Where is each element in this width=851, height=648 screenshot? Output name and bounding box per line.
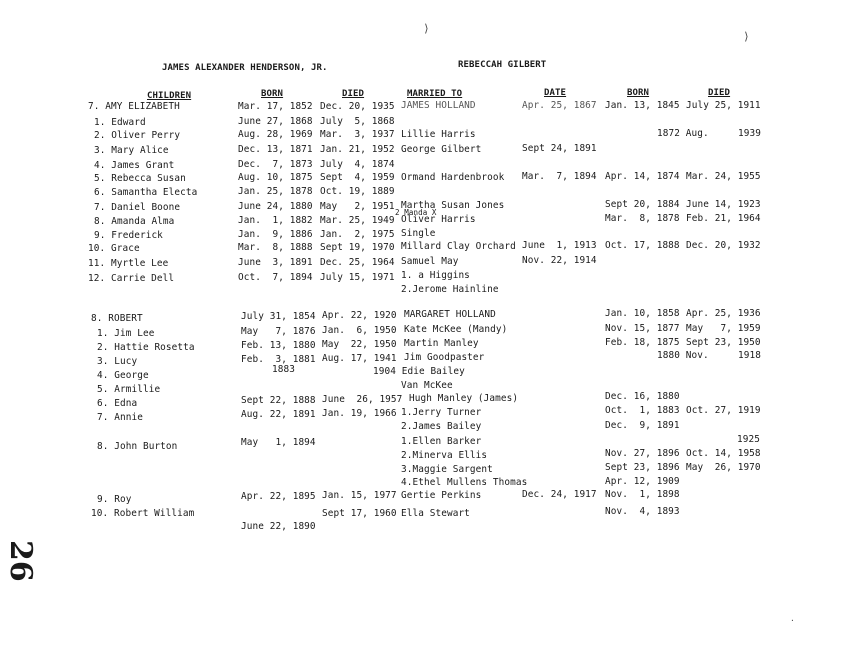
marriage-date: June 1, 1913 <box>522 240 597 251</box>
died-date: Jan. 15, 1977 <box>322 490 397 501</box>
born-date: Aug. 28, 1969 <box>238 129 313 140</box>
child-name: 6. Edna <box>97 398 138 409</box>
married-to: George Gilbert <box>401 144 482 155</box>
born-date: Jan. 25, 1878 <box>238 186 313 197</box>
child-name: 2. Oliver Perry <box>94 130 181 141</box>
handwritten-note: 2 Manda X <box>395 208 437 217</box>
married-to: Hugh Manley (James) <box>409 393 519 404</box>
col-married-to: MARRIED TO <box>407 89 463 99</box>
child-name: 2. Hattie Rosetta <box>97 342 195 353</box>
died-date: Dec. 25, 1964 <box>320 257 395 268</box>
spouse-died: Oct. 14, 1958 <box>686 448 761 459</box>
child-name: 4. James Grant <box>94 160 175 171</box>
born-date: Dec. 7, 1873 <box>238 159 313 170</box>
child-name: 10. Robert William <box>91 508 195 519</box>
child-name: 7. Annie <box>97 412 143 423</box>
child-name: 8. John Burton <box>97 441 178 452</box>
born-date: Mar. 17, 1852 <box>238 101 313 112</box>
married-to: MARGARET HOLLAND <box>404 309 496 320</box>
died-date: July 4, 1874 <box>320 159 395 170</box>
married-to: Single <box>401 228 436 239</box>
died-date: June 26, 1957 <box>322 394 403 405</box>
married-to: Martin Manley <box>404 338 479 349</box>
married-to: Jim Goodpaster <box>404 352 485 363</box>
born-date: Aug. 10, 1875 <box>238 172 313 183</box>
col-born: BORN <box>261 89 284 99</box>
child-name: 8. ROBERT <box>91 313 143 324</box>
died-date: July 15, 1971 <box>320 272 395 283</box>
marriage-date: Dec. 24, 1917 <box>522 489 597 500</box>
married-to: 2.Minerva Ellis <box>401 450 488 461</box>
child-name: 3. Mary Alice <box>94 145 169 156</box>
spouse-born: Dec. 16, 1880 <box>605 391 680 402</box>
married-to: 1.Jerry Turner <box>401 407 482 418</box>
spouse-born: Jan. 10, 1858 <box>605 308 680 319</box>
child-name: 7. Daniel Boone <box>94 202 181 213</box>
spouse-died: 1925 <box>737 434 760 445</box>
child-name: 6. Samantha Electa <box>94 187 198 198</box>
stray-mark: ⟩ <box>743 30 750 43</box>
died-date: Mar. 3, 1937 <box>320 129 395 140</box>
married-to: 2.Jerome Hainline <box>401 284 499 295</box>
col-children: CHILDREN <box>147 91 192 101</box>
died-date: May 22, 1950 <box>322 339 397 350</box>
born-date: July 31, 1854 <box>241 311 316 322</box>
child-name: 5. Rebecca Susan <box>94 173 186 184</box>
born-date: June 3, 1891 <box>238 257 313 268</box>
spouse-died: Feb. 21, 1964 <box>686 213 761 224</box>
col-spouse-born: BORN <box>627 88 650 98</box>
died-date: May 2, 1951 <box>320 201 395 212</box>
married-to: Ella Stewart <box>401 508 470 519</box>
spouse-born: Dec. 9, 1891 <box>605 420 680 431</box>
died-date: Oct. 19, 1889 <box>320 186 395 197</box>
married-to: Gertie Perkins <box>401 490 482 501</box>
spouse-died: Apr. 25, 1936 <box>686 308 761 319</box>
spouse-died: Dec. 20, 1932 <box>686 240 761 251</box>
died-date: Jan. 21, 1952 <box>320 144 395 155</box>
spouse-born: Jan. 13, 1845 <box>605 100 680 111</box>
married-to: 1904 Edie Bailey <box>373 366 465 377</box>
married-to: Ormand Hardenbrook <box>401 172 505 183</box>
marriage-date: Mar. 7, 1894 <box>522 171 597 182</box>
born-date: Jan. 9, 1886 <box>238 229 313 240</box>
died-date: Sept 19, 1970 <box>320 242 395 253</box>
spouse-born: Nov. 1, 1898 <box>605 489 680 500</box>
spouse-born: Sept 23, 1896 <box>605 462 680 473</box>
married-to: Kate McKee (Mandy) <box>404 324 508 335</box>
child-name: 9. Frederick <box>94 230 163 241</box>
spouse-born: 1872 Aug. <box>657 128 709 139</box>
spouse-born: Oct. 17, 1888 <box>605 240 680 251</box>
born-date: May 1, 1894 <box>241 437 316 448</box>
born-date: 1883 <box>272 364 295 375</box>
spouse-died: 1939 <box>738 128 761 139</box>
child-name: 4. George <box>97 370 149 381</box>
died-date: Dec. 20, 1935 <box>320 101 395 112</box>
died-date: Jan. 6, 1950 <box>322 325 397 336</box>
died-date: Jan. 2, 1975 <box>320 229 395 240</box>
marriage-date: Apr. 25, 1867 <box>522 100 597 111</box>
born-date: Apr. 22, 1895 <box>241 491 316 502</box>
spouse-died: 1918 <box>738 350 761 361</box>
married-to: Van McKee <box>401 380 453 391</box>
spouse-died: June 14, 1923 <box>686 199 761 210</box>
married-to: Samuel May <box>401 256 459 267</box>
married-to: 2.James Bailey <box>401 421 482 432</box>
married-to: 4.Ethel Mullens Thomas <box>401 477 528 488</box>
spouse-died: Mar. 24, 1955 <box>686 171 761 182</box>
child-name: 9. Roy <box>97 494 132 505</box>
child-name: 1. Jim Lee <box>97 328 155 339</box>
spouse-born: Apr. 12, 1909 <box>605 476 680 487</box>
col-spouse-died: DIED <box>708 88 731 98</box>
stray-mark: ⟩ <box>423 22 430 35</box>
born-date: June 27, 1868 <box>238 116 313 127</box>
child-name: 10. Grace <box>88 243 140 254</box>
child-name: 11. Myrtle Lee <box>88 258 169 269</box>
born-date: May 7, 1876 <box>241 326 316 337</box>
spouse-born: 1880 Nov. <box>657 350 709 361</box>
husband-name: JAMES ALEXANDER HENDERSON, JR. <box>162 63 328 73</box>
born-date: Sept 22, 1888 <box>241 395 316 406</box>
married-to: Oliver Harris <box>401 214 476 225</box>
born-date: Dec. 13, 1871 <box>238 144 313 155</box>
page-number: 26 <box>3 540 38 582</box>
child-name: 7. AMY ELIZABETH <box>88 101 180 112</box>
born-date: Oct. 7, 1894 <box>238 272 313 283</box>
died-date: Apr. 22, 1920 <box>322 310 397 321</box>
married-to: Millard Clay Orchard <box>401 241 516 252</box>
married-to: JAMES HOLLAND <box>401 100 476 111</box>
spouse-born: Feb. 18, 1875 <box>605 337 680 348</box>
child-name: 3. Lucy <box>97 356 138 367</box>
born-date: Feb. 3, 1881 <box>241 354 316 365</box>
spouse-born: Nov. 15, 1877 <box>605 323 680 334</box>
child-name: 5. Armillie <box>97 384 161 395</box>
child-name: 1. Edward <box>94 117 146 128</box>
spouse-died: Sept 23, 1950 <box>686 337 761 348</box>
stray-mark: · <box>790 616 795 625</box>
spouse-born: Sept 20, 1884 <box>605 199 680 210</box>
married-to: 3.Maggie Sargent <box>401 464 493 475</box>
spouse-born: Nov. 4, 1893 <box>605 506 680 517</box>
wife-name: REBECCAH GILBERT <box>458 60 547 70</box>
married-to: Martha Susan Jones <box>401 200 505 211</box>
married-to: 1.Ellen Barker <box>401 436 482 447</box>
spouse-born: Oct. 1, 1883 <box>605 405 680 416</box>
col-date: DATE <box>544 88 567 98</box>
spouse-died: July 25, 1911 <box>686 100 761 111</box>
spouse-died: May 7, 1959 <box>686 323 761 334</box>
died-date: Mar. 25, 1949 <box>320 215 395 226</box>
marriage-date: Nov. 22, 1914 <box>522 255 597 266</box>
born-date: Jan. 1, 1882 <box>238 215 313 226</box>
spouse-died: Oct. 27, 1919 <box>686 405 761 416</box>
died-date: Sept 17, 1960 <box>322 508 397 519</box>
child-name: 8. Amanda Alma <box>94 216 175 227</box>
born-date: June 22, 1890 <box>241 521 316 532</box>
died-date: Jan. 19, 1966 <box>322 408 397 419</box>
died-date: July 5, 1868 <box>320 116 395 127</box>
married-to: 1. a Higgins <box>401 270 470 281</box>
child-name: 12. Carrie Dell <box>88 273 175 284</box>
col-died: DIED <box>342 89 365 99</box>
marriage-date: Sept 24, 1891 <box>522 143 597 154</box>
born-date: June 24, 1880 <box>238 201 313 212</box>
spouse-born: Nov. 27, 1896 <box>605 448 680 459</box>
died-date: Aug. 17, 1941 <box>322 353 397 364</box>
spouse-born: Mar. 8, 1878 <box>605 213 680 224</box>
married-to: Lillie Harris <box>401 129 476 140</box>
born-date: Mar. 8, 1888 <box>238 242 313 253</box>
spouse-born: Apr. 14, 1874 <box>605 171 680 182</box>
died-date: Sept 4, 1959 <box>320 172 395 183</box>
born-date: Aug. 22, 1891 <box>241 409 316 420</box>
born-date: Feb. 13, 1880 <box>241 340 316 351</box>
spouse-died: May 26, 1970 <box>686 462 761 473</box>
